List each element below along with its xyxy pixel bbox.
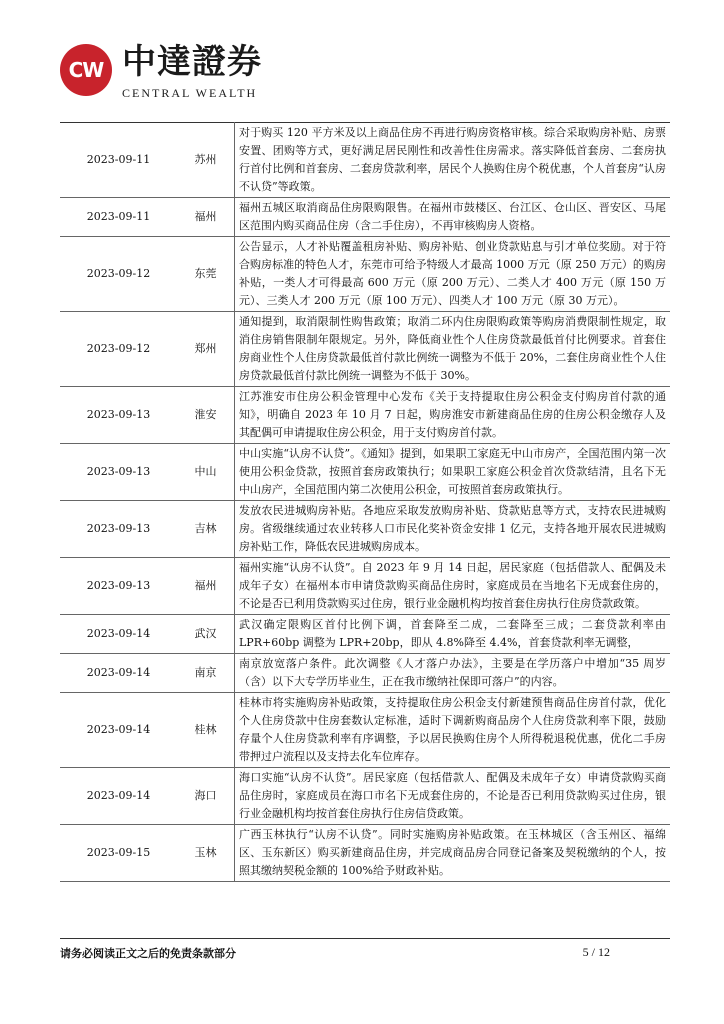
date-cell: 2023-09-13	[60, 558, 177, 615]
date-cell: 2023-09-13	[60, 501, 177, 558]
disclaimer-text: 请务必阅读正文之后的免责条款部分	[60, 947, 236, 960]
city-cell: 郑州	[177, 312, 235, 387]
content-cell: 广西玉林执行“认房不认贷”。同时实施购房补贴政策。在玉林城区（含玉州区、福绵区、玉东新区）购买新建商品住房，并完成商品房合同登记备案及契税缴纳的个人，按照其缴纳契税金额的 100%给予财政补贴。	[235, 825, 671, 882]
policy-table	[60, 122, 670, 882]
city-cell: 吉林	[177, 501, 235, 558]
table-row	[60, 123, 670, 198]
table-row	[60, 693, 670, 768]
date-cell: 2023-09-12	[60, 312, 177, 387]
table-row	[60, 237, 670, 312]
city-cell: 海口	[177, 768, 235, 825]
table-row	[60, 768, 670, 825]
page-number: 5 / 12	[582, 945, 610, 959]
content-cell: 中山实施“认房不认贷”。《通知》提到，如果职工家庭无中山市房产，全国范围内第一次使用公积金贷款，按照首套房政策执行；如果职工家庭公积金首次贷款结清，且名下无中山房产，全国范围内第二次使用公积金，可按照首套房政策执行。	[235, 444, 671, 501]
table-row	[60, 825, 670, 882]
date-cell: 2023-09-14	[60, 615, 177, 654]
table-row	[60, 387, 670, 444]
city-cell: 武汉	[177, 615, 235, 654]
company-name-en: CENTRAL WEALTH	[122, 86, 258, 100]
date-cell: 2023-09-14	[60, 768, 177, 825]
city-cell: 南京	[177, 654, 235, 693]
content-cell: 江苏淮安市住房公积金管理中心发布《关于支持提取住房公积金支付购房首付款的通知》，明确自 2023 年 10 月 7 日起，购房淮安市新建商品住房的住房公积金缴存人及其配偶可申请提取住房公积金，用于支付购房首付款。	[235, 387, 671, 444]
company-name-cn: 中達證券	[122, 42, 262, 82]
table-row	[60, 654, 670, 693]
content-cell: 福州五城区取消商品住房限购限售。在福州市鼓楼区、台江区、仓山区、晋安区、马尾区范围内购买商品住房（含二手住房），不再审核购房人资格。	[235, 198, 671, 237]
city-cell: 东莞	[177, 237, 235, 312]
content-cell: 福州实施“认房不认贷”。自 2023 年 9 月 14 日起，居民家庭（包括借款人、配偶及未成年子女）在福州本市申请贷款购买商品住房时，家庭成员在当地名下无成套住房的，不论是否已利用贷款购买过住房，银行业金融机构均按首套住房执行住房贷款政策。	[235, 558, 671, 615]
table-row	[60, 444, 670, 501]
content-cell: 武汉确定限购区首付比例下调，首套降至二成，二套降至三成；二套贷款利率由 LPR+60bp 调整为 LPR+20bp，即从 4.8%降至 4.4%，首套贷款利率无调整，	[235, 615, 671, 654]
date-cell: 2023-09-14	[60, 654, 177, 693]
table-row	[60, 312, 670, 387]
table-row	[60, 558, 670, 615]
company-logo-icon	[60, 44, 112, 96]
date-cell: 2023-09-12	[60, 237, 177, 312]
date-cell: 2023-09-14	[60, 693, 177, 768]
page-footer	[60, 938, 670, 961]
city-cell: 福州	[177, 558, 235, 615]
content-cell: 对于购买 120 平方米及以上商品住房不再进行购房资格审核。综合采取购房补贴、房票安置、团购等方式，更好满足居民刚性和改善性住房需求。落实降低首套房、二套房执行首付比例和首套房、二套房贷款利率，居民个人换购住房个税优惠，个人首套房“认房不认贷”等政策。	[235, 123, 671, 198]
date-cell: 2023-09-11	[60, 123, 177, 198]
city-cell: 桂林	[177, 693, 235, 768]
city-cell: 玉林	[177, 825, 235, 882]
content-cell: 发放农民进城购房补贴。各地应采取发放购房补贴、贷款贴息等方式，支持农民进城购房。省级继续通过农业转移人口市民化奖补资金安排 1 亿元，支持各地开展农民进城购房补贴工作，降低农民进城购房成本。	[235, 501, 671, 558]
content-cell: 海口实施“认房不认贷”。居民家庭（包括借款人、配偶及未成年子女）申请贷款购买商品住房时，家庭成员在海口市名下无成套住房的，不论是否已利用贷款购买过住房，银行业金融机构均按首套住房执行住房信贷政策。	[235, 768, 671, 825]
city-cell: 苏州	[177, 123, 235, 198]
table-row	[60, 615, 670, 654]
content-cell: 南京放宽落户条件。此次调整《人才落户办法》，主要是在学历落户中增加“35 周岁（含）以下大专学历毕业生，正在我市缴纳社保即可落户”的内容。	[235, 654, 671, 693]
content-cell: 公告显示，人才补贴覆盖租房补贴、购房补贴、创业贷款贴息与引才单位奖励。对于符合购房标准的特色人才，东莞市可给予特级人才最高 1000 万元（原 250 万元）的购房补贴，一类人才可得最高 600 万元（原 200 万元）、二类人才 400 万元（原 150 万元）、三类人才 200 万元（原 100 万元）、四类人才 100 万元（原 30 万元）。	[235, 237, 671, 312]
date-cell: 2023-09-11	[60, 198, 177, 237]
content-cell: 通知提到，取消限制性购售政策；取消二环内住房限购政策等购房消费限制性规定，取消住房销售限制年限规定。另外，降低商业性个人住房贷款最低首付比例要求。首套住房商业性个人住房贷款最低首付款比例统一调整为不低于 20%，二套住房商业性个人住房贷款最低首付款比例统一调整为不低于 30%。	[235, 312, 671, 387]
date-cell: 2023-09-15	[60, 825, 177, 882]
report-header	[60, 40, 680, 110]
city-cell: 福州	[177, 198, 235, 237]
date-cell: 2023-09-13	[60, 444, 177, 501]
content-cell: 桂林市将实施购房补贴政策，支持提取住房公积金支付新建预售商品住房首付款，优化个人住房贷款中住房套数认定标准，适时下调新购商品房个人住房贷款利率下限，鼓励存量个人住房贷款利率有序调整，予以居民换购住房个人所得税退税优惠，优化二手房带押过户流程以及支持去化车位库存。	[235, 693, 671, 768]
city-cell: 淮安	[177, 387, 235, 444]
table-row	[60, 501, 670, 558]
table-row	[60, 198, 670, 237]
city-cell: 中山	[177, 444, 235, 501]
logo-mark: CW	[68, 58, 104, 82]
date-cell: 2023-09-13	[60, 387, 177, 444]
